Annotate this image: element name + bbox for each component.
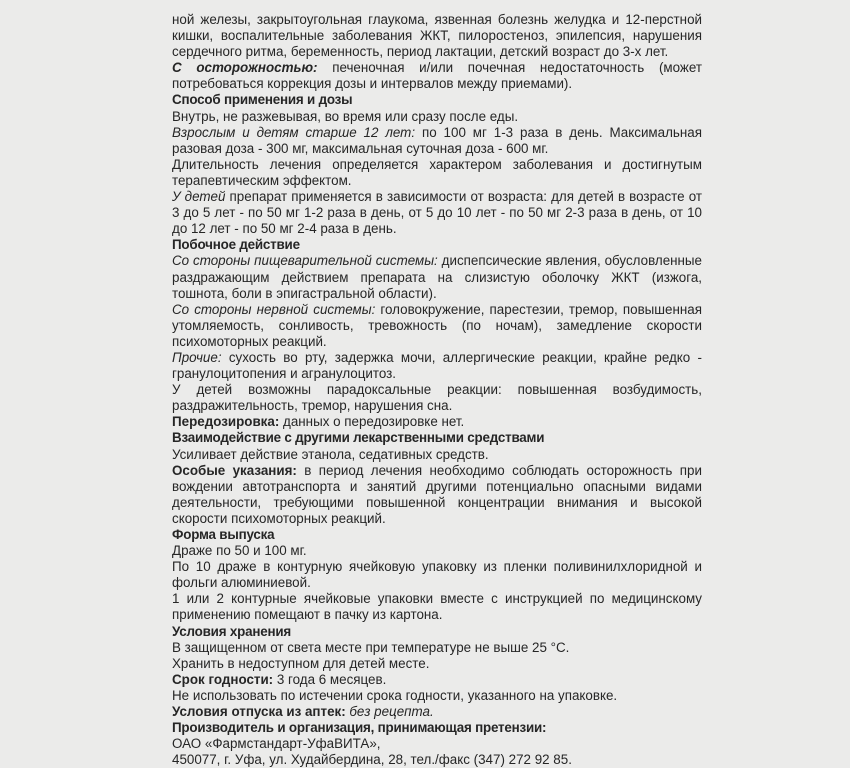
body-text: в период лечения необходимо соблюдать осторожность при вождении автотранспорта и занятий другими потенциально опасными видами деятельности, требующими повышенной концентрации внимания и высокой скорости психомоторных реакций. xyxy=(172,462,702,526)
paragraph xyxy=(172,704,702,720)
emphasis-text: У детей xyxy=(172,189,226,205)
paragraph xyxy=(172,12,702,60)
body-text: Хранить в недоступном для детей месте. xyxy=(172,655,430,671)
body-text: данных о передозировке нет. xyxy=(279,414,465,430)
paragraph xyxy=(172,109,702,125)
body-text: По 10 драже в контурную ячейковую упаковку из пленки поливинилхлоридной и фольги алюминиевой. xyxy=(172,559,702,591)
paragraph xyxy=(172,125,702,157)
paragraph xyxy=(172,736,702,752)
body-text: по 100 мг 1-3 раза в день. Максимальная разовая доза - 300 мг, максимальная суточная доза - 600 мг. xyxy=(172,124,702,156)
paragraph xyxy=(172,157,702,189)
emphasis-text: Производитель и организация, принимающая претензии: xyxy=(172,720,547,736)
emphasis-text: Способ применения и дозы xyxy=(172,92,353,108)
body-text: препарат применяется в зависимости от возраста: для детей в возрасте от 3 до 5 лет - по 50 мг 1-2 раза в день, от 5 до 10 лет - по 50 мг 2-3 раза в день, от 10 до 12 лет - по 50 мг 2-4 раза в день. xyxy=(172,189,702,237)
paragraph xyxy=(172,463,702,527)
instruction-text xyxy=(172,12,702,768)
paragraph xyxy=(172,640,702,656)
emphasis-text: Передозировка: xyxy=(172,414,280,430)
body-text: Не использовать по истечении срока годности, указанного на упаковке. xyxy=(172,687,618,703)
body-text: Усиливает действие этанола, седативных средств. xyxy=(172,446,489,462)
emphasis-text: Со стороны нервной системы: xyxy=(172,301,376,317)
body-text: печеночная и/или почечная недостаточность (может потребоваться коррекция дозы и интервалов между приемами). xyxy=(172,60,702,92)
body-text: Длительность лечения определяется характером заболевания и достигнутым терапевтическим эффектом. xyxy=(172,156,702,188)
paragraph xyxy=(172,189,702,237)
body-text: ной железы, закрытоугольная глаукома, язвенная болезнь желудка и 12-перстной кишки, воспалительные заболевания ЖКТ, пилоростеноз, эпилепсия, нарушения сердечного ритма, беременность, период лактации, детский возраст до 3-х лет. xyxy=(172,12,702,60)
emphasis-text: Условия хранения xyxy=(172,623,291,639)
body-text: 3 года 6 месяцев. xyxy=(273,671,387,687)
paragraph xyxy=(172,350,702,382)
paragraph xyxy=(172,672,702,688)
paragraph xyxy=(172,302,702,350)
emphasis-text: Побочное действие xyxy=(172,237,300,253)
emphasis-text: Особые указания: xyxy=(172,462,297,478)
emphasis-text: Взрослым и детям старше 12 лет: xyxy=(172,124,416,140)
section-heading xyxy=(172,527,702,543)
body-text: головокружение, парестезии, тремор, повышенная утомляемость, сонливость, тревожность (по ночам), замедление скорости психомоторных реакций. xyxy=(172,301,702,349)
emphasis-text: Срок годности: xyxy=(172,671,274,687)
paragraph xyxy=(172,382,702,414)
paragraph xyxy=(172,559,702,591)
emphasis-text: Условия отпуска из аптек: xyxy=(172,704,346,720)
section-heading xyxy=(172,237,702,253)
paragraph xyxy=(172,752,702,768)
paragraph xyxy=(172,60,702,92)
paragraph xyxy=(172,591,702,623)
body-text: В защищенном от света месте при температуре не выше 25 °С. xyxy=(172,639,570,655)
section-heading xyxy=(172,720,702,736)
section-heading xyxy=(172,430,702,446)
paragraph xyxy=(172,414,702,430)
emphasis-text: Со стороны пищеварительной системы: xyxy=(172,253,438,269)
paragraph xyxy=(172,447,702,463)
paragraph xyxy=(172,656,702,672)
body-text: У детей возможны парадоксальные реакции: повышенная возбудимость, раздражительность, тремор, нарушения сна. xyxy=(172,382,702,414)
body-text: Драже по 50 и 100 мг. xyxy=(172,543,307,559)
section-heading xyxy=(172,624,702,640)
paragraph xyxy=(172,688,702,704)
body-text: 1 или 2 контурные ячейковые упаковки вместе с инструкцией по медицинскому применению помещают в пачку из картона. xyxy=(172,591,702,623)
emphasis-text: С осторожностью: xyxy=(172,60,318,76)
body-text: ОАО «Фармстандарт-УфаВИТА», xyxy=(172,736,381,752)
body-text: 450077, г. Уфа, ул. Худайбердина, 28, тел./факс (347) 272 92 85. xyxy=(172,752,572,768)
paragraph xyxy=(172,253,702,301)
paragraph xyxy=(172,543,702,559)
emphasis-text: Прочие: xyxy=(172,349,222,365)
body-text: диспепсические явления, обусловленные раздражающим действием препарата на слизистую оболочку ЖКТ (изжога, тошнота, боли в эпигастральной области). xyxy=(172,253,703,301)
body-text: Внутрь, не разжевывая, во время или сразу после еды. xyxy=(172,108,519,124)
body-text: сухость во рту, задержка мочи, аллергические реакции, крайне редко - гранулоцитопения и агранулоцитоз. xyxy=(172,349,702,382)
emphasis-text: Взаимодействие с другими лекарственными средствами xyxy=(172,430,545,446)
emphasis-text: Форма выпуска xyxy=(172,527,275,542)
emphasis-text: без рецепта. xyxy=(345,704,434,720)
section-heading xyxy=(172,92,702,108)
